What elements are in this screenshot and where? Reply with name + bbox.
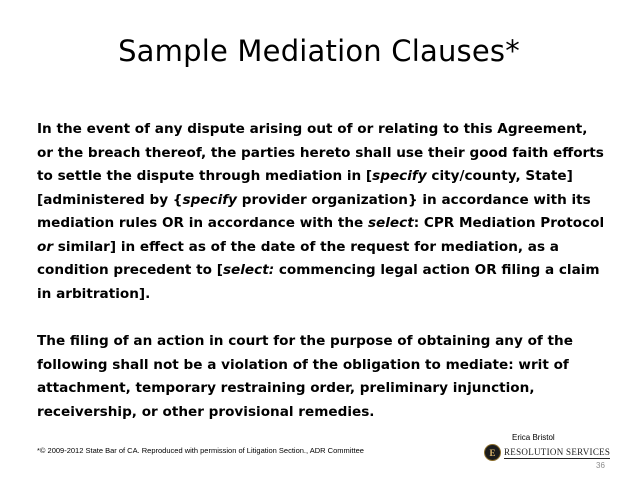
clause-italic: specify — [182, 191, 238, 208]
clause-text: similar] in effect as of the date of the request for mediation, as a condition precedent to [ — [37, 238, 559, 278]
copyright-footnote: *© 2009-2012 State Bar of CA. Reproduced with permission of Litigation Section., ADR Committee — [37, 446, 364, 455]
presenter-name: Erica Bristol — [512, 433, 555, 442]
logo-icon: E — [484, 444, 501, 461]
clause-paragraph-1 — [37, 118, 607, 306]
clause-italic: select — [367, 215, 414, 231]
clause-italic: specify — [372, 168, 427, 184]
clause-text: commencing legal action OR filing a claim in arbitration]. — [37, 262, 600, 302]
logo-text: RESOLUTION SERVICES — [504, 446, 611, 457]
page-number: 36 — [596, 461, 605, 470]
clause-text: provider organization} in accordance with its mediation rules OR in accordance with the — [37, 191, 591, 231]
clause-text: : CPR Mediation Protocol — [413, 215, 605, 231]
clause-paragraph-2: The filing of an action in court for the purpose of obtaining any of the following shall not be a violation of the obligation to mediate: writ of attachment, temporary restraining order, preliminary injunction, receivership, or other provisional remedies. — [37, 333, 573, 420]
clause-italic: select: — [222, 262, 275, 278]
slide-title: Sample Mediation Clauses* — [118, 34, 520, 68]
clause-italic: or — [37, 238, 54, 255]
clause-text: In the event of any dispute arising out of or relating to this Agreement, or the breach thereof, the parties hereto shall use their good faith efforts to settle the dispute through mediation in [ — [37, 121, 604, 184]
resolution-services-logo — [484, 444, 610, 461]
clause-text: city/county, State] [administered by { — [37, 168, 573, 208]
